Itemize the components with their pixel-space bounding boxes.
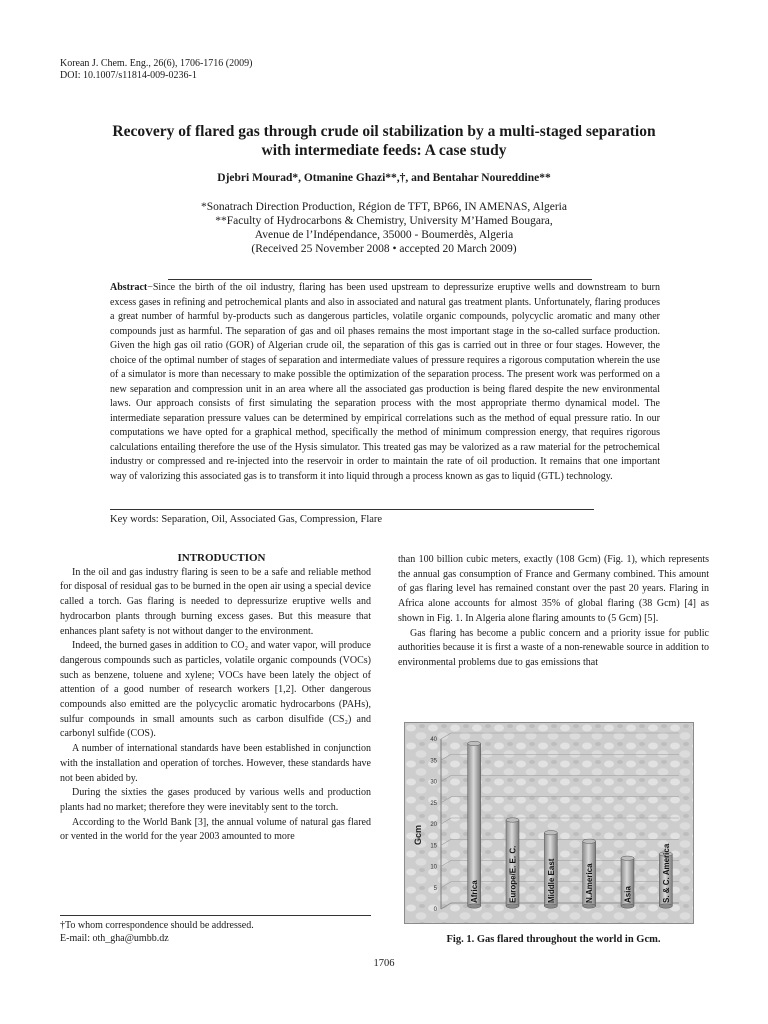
y-tick-label: 40 (430, 737, 437, 743)
intro-paragraph-4: During the sixties the gases produced by various wells and production plants had no market; therefore they were inevitably sent to the torch. (60, 787, 371, 813)
intro-paragraph-5: According to the World Bank [3], the annual volume of natural gas flared or vented in the world for the year 2003 amounted to more (60, 816, 371, 843)
category-label: S. & C. America (661, 843, 671, 903)
left-column (60, 551, 371, 845)
intro-paragraph-3: A number of international standards have been established in conjunction with the installation and operation of torches. However, these standards have not been abided by. (60, 743, 371, 784)
y-axis-label: Gcm (413, 824, 423, 846)
affiliation-1: *Sonatrach Direction Production, Région de TFT, BP66, IN AMENAS, Algeria (201, 201, 567, 213)
email: E-mail: oth_gha@umbb.dz (60, 933, 169, 944)
correspondence-note: †To whom correspondence should be addressed. (60, 920, 254, 931)
affiliations (60, 200, 708, 256)
category-label: Africa (470, 880, 480, 903)
y-tick-label: 15 (430, 843, 437, 850)
page-number: 1706 (373, 958, 395, 969)
affiliation-3: Avenue de l’Indépendance, 35000 - Boumerdès, Algeria (254, 229, 514, 241)
affiliation-2: **Faculty of Hydrocarbons & Chemistry, University M’Hamed Bougara, (215, 215, 553, 227)
y-tick-label: 30 (430, 779, 437, 786)
authors: Djebri Mourad*, Otmanine Ghazi**,†, and Bentahar Noureddine** (217, 172, 551, 184)
y-tick-label: 10 (430, 864, 437, 871)
footnote (60, 919, 371, 945)
footnote-rule (60, 915, 371, 916)
doi: DOI: 10.1007/s11814-009-0236-1 (60, 70, 197, 81)
paper-title (60, 122, 708, 160)
section-heading-introduction: INTRODUCTION (177, 552, 266, 564)
bar-chart (405, 723, 693, 923)
title-line-1: Recovery of flared gas through crude oil stabilization by a multi-staged separation (112, 123, 656, 140)
intro-paragraph-1: In the oil and gas industry flaring is seen to be a safe and reliable method for disposal of residual gas to be burned in the open air using a special device called a torch. Gas flaring is needed to depressurize eruptive wells and hydrocarbon plants through burning excess gases. But this measure that enhances plant safety is not without danger to the environment. (60, 566, 371, 637)
y-tick-label: 20 (430, 822, 437, 828)
abstract-top-rule (168, 279, 592, 280)
intro-paragraph-6: than 100 billion cubic meters, exactly (108 Gcm) (Fig. 1), which represents the annual gas consumption of France and Germany combined. This amount of gas flaring level has remained constant over the past 20 years. Flaring in Africa alone accounts for almost 35% of global flaring (38 Gcm) [4] as shown in Fig. 1. In Algeria alone flaring amounts to (5 Gcm) [5]. (398, 554, 709, 624)
intro-paragraph-2: Indeed, the burned gases in addition to CO₂ and water vapor, will produce dangerous compounds such as particles, volatile organic compounds (VOCs) such as benzene, toluene and xylene; VOCs have been lately the object of attention of a good number of research workers [1,2]. Other dangerous compounds also emitted are the polycyclic aromatic hydrocarbons (PAHs), sulfur compounds in small amounts such as carbon disulfide (CS₂) and carbonyl sulfide (COS). (60, 640, 371, 740)
y-tick-label: 35 (430, 758, 437, 765)
category-label: Middle East (546, 858, 556, 903)
received-dates: (Received 25 November 2008 • accepted 20 March 2009) (251, 243, 517, 255)
category-label: N.America (585, 863, 595, 903)
intro-paragraph-7: Gas flaring has become a public concern and a priority issue for public authorities because it is first a waste of a non-renewable source in addition to environmental problems due to gas emissions that (398, 627, 709, 668)
y-tick-label: 0 (433, 907, 437, 913)
abstract-label: Abstract (110, 282, 148, 293)
y-tick-label: 25 (430, 800, 437, 807)
figure-caption: Fig. 1. Gas flared throughout the world in Gcm. (446, 934, 661, 945)
y-tick-label: 5 (433, 885, 437, 892)
right-column (398, 553, 709, 671)
figure-1-chart (404, 722, 694, 924)
title-line-2: with intermediate feeds: A case study (261, 142, 507, 159)
journal-header (60, 58, 252, 82)
keywords: Key words: Separation, Oil, Associated Gas, Compression, Flare (110, 514, 383, 525)
journal-citation: Korean J. Chem. Eng., 26(6), 1706-1716 (2009) (60, 58, 253, 69)
abstract-bottom-rule (110, 509, 594, 510)
category-label: Europe/E. E. C. (508, 845, 518, 903)
abstract (110, 281, 660, 484)
abstract-text: −Since the birth of the oil industry, flaring has been used upstream to depressurize eruptive wells and downstream to burn excess gases in refining and petrochemical plants and also in associated and natural gas treatment plants. Unfortunately, flaring produces a great number of harmful by-products such as dangerous particles, volatile organic compounds, polycyclic aromatic and many other compounds just as harmful. The separation of gas and oil phases remains the most important stage in the so-called surface production. Given the high gas oil ratio (GOR) of Algerian crude oil, the separation of this gas is carried out in three or four stages. However, the choice of the optimal number of stages of separation and intermediate values of pressure requires a rigorous computation wherein the use of a simulator is more than necessary to make possible the optimization of the separation process. The present work was performed on a new separation and compression unit in an area where all the associated gas production is being flared despite the new environmental laws. Our approach consists of first simulating the separation process with the most appropriate thermo dynamical model. The intermediate separation pressure values can be determined by empirical correlations such as the method of equal pressure ratio. In our computations we have opted for a graphical method, specifically the method of minimum compression energy, that requires rigorous calculations entailing therefore the use of the Hysis simulator. This treated gas may be valorized as a raw material for the petrochemical industry or compressed and re-injected into the reservoir in order to maintain the rate of oil production. It remains that one important way of valorizing this associated gas is to transform it into liquid through a process known as gas to liquid (GTL) technology. (110, 282, 660, 482)
category-label: Asia (623, 886, 633, 903)
